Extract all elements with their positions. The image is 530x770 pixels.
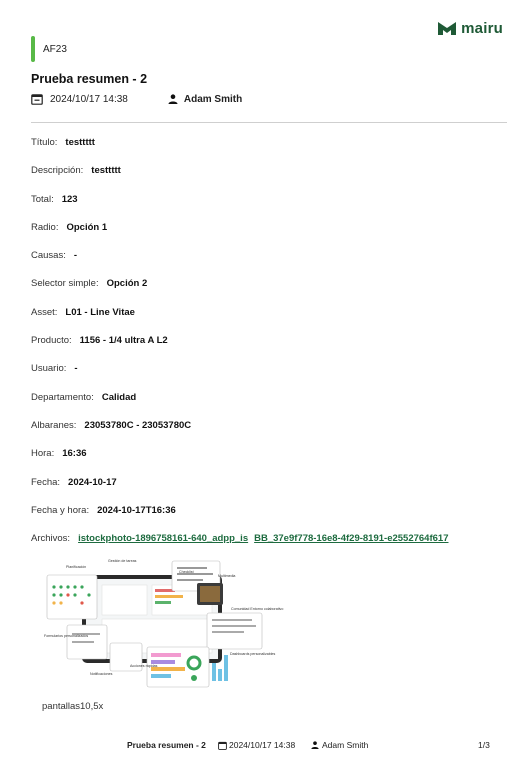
field-value: 123	[61, 193, 78, 205]
field-value: testtttt	[65, 137, 95, 148]
field-value: 16:36	[62, 448, 87, 460]
attachment-preview-image[interactable]	[42, 555, 284, 690]
field-value: testtttt	[91, 165, 121, 177]
field-row	[31, 335, 511, 363]
page-title: Prueba resumen - 2	[31, 72, 148, 86]
page-number: 1/3	[478, 740, 490, 750]
footer-author: Adam Smith	[322, 740, 369, 750]
field-label: Total:	[31, 193, 54, 205]
field-label: Título:	[31, 137, 58, 148]
field-value: -	[74, 363, 78, 375]
field-label: Usuario:	[31, 363, 67, 375]
field-row	[31, 194, 511, 222]
footer-date	[218, 740, 295, 750]
record-author: Adam Smith	[183, 93, 243, 105]
field-label: Asset:	[31, 306, 58, 318]
field-row	[31, 250, 511, 278]
field-list	[31, 137, 511, 561]
record-code: AF23	[43, 43, 67, 55]
file-link[interactable]: istockphoto-1896758161-640_adpp_is	[78, 533, 249, 545]
field-row	[31, 307, 511, 335]
field-value: Opción 2	[106, 278, 148, 290]
field-value: Opción 1	[66, 221, 108, 233]
footer-title: Prueba resumen - 2	[127, 740, 206, 750]
field-label: Fecha y hora:	[31, 504, 90, 516]
field-label: Radio:	[31, 221, 59, 233]
calendar-icon	[218, 741, 227, 750]
field-row	[31, 222, 511, 250]
brand-name: mairu	[461, 20, 503, 37]
preview-label: Acciones rápidas	[130, 664, 158, 668]
preview-label: Gestión de tareas	[108, 559, 137, 563]
files-label: Archivos:	[31, 533, 71, 545]
preview-label: Dashboards personalizables	[230, 652, 276, 656]
field-label: Causas:	[31, 250, 66, 262]
record-meta	[31, 93, 242, 105]
record-datetime: 2024/10/17 14:38	[50, 93, 128, 105]
attachment-caption: pantallas10,5x	[42, 701, 104, 712]
brand-logo	[438, 20, 503, 37]
record-code-tag	[31, 36, 67, 62]
field-label: Fecha:	[31, 476, 61, 488]
field-value: -	[73, 250, 78, 262]
field-row	[31, 505, 511, 533]
field-row	[31, 392, 511, 420]
field-label: Producto:	[31, 335, 72, 347]
field-row	[31, 363, 511, 391]
mairu-logo-icon	[438, 22, 456, 35]
user-icon	[311, 741, 319, 749]
field-label: Departamento:	[31, 391, 94, 403]
header-divider	[31, 122, 507, 123]
preview-label: Comunidad Entorno colaborativo	[231, 607, 284, 611]
field-value: 1156 - 1/4 ultra A L2	[79, 335, 168, 347]
file-link[interactable]: BB_37e9f778-16e8-4f29-8191-e2552764f617	[254, 533, 449, 545]
field-row	[31, 165, 511, 193]
accent-bar	[31, 36, 35, 62]
field-row	[31, 420, 511, 448]
field-label: Descripción:	[31, 165, 84, 177]
preview-label: Formularios personalizados	[44, 634, 89, 638]
user-icon	[168, 94, 178, 104]
field-value: 23053780C - 23053780C	[84, 419, 192, 431]
preview-label: Checklist	[179, 570, 194, 574]
field-value: Calidad	[101, 391, 137, 403]
preview-label: Planificación	[66, 565, 87, 569]
footer-datetime: 2024/10/17 14:38	[229, 740, 296, 750]
field-value: 2024-10-17T16:36	[97, 504, 176, 516]
calendar-icon	[31, 93, 43, 105]
footer-user	[311, 740, 368, 750]
field-label: Hora:	[31, 448, 55, 460]
field-label: Albaranes:	[31, 419, 77, 431]
preview-label: Multimedia	[218, 574, 236, 578]
field-row	[31, 137, 511, 165]
preview-label: Notificaciones	[90, 672, 113, 676]
field-value: L01 - Line Vitae	[65, 306, 135, 318]
field-value: 2024-10-17	[68, 476, 117, 488]
field-label: Selector simple:	[31, 278, 99, 290]
field-row	[31, 448, 511, 476]
field-row	[31, 477, 511, 505]
field-row	[31, 278, 511, 306]
